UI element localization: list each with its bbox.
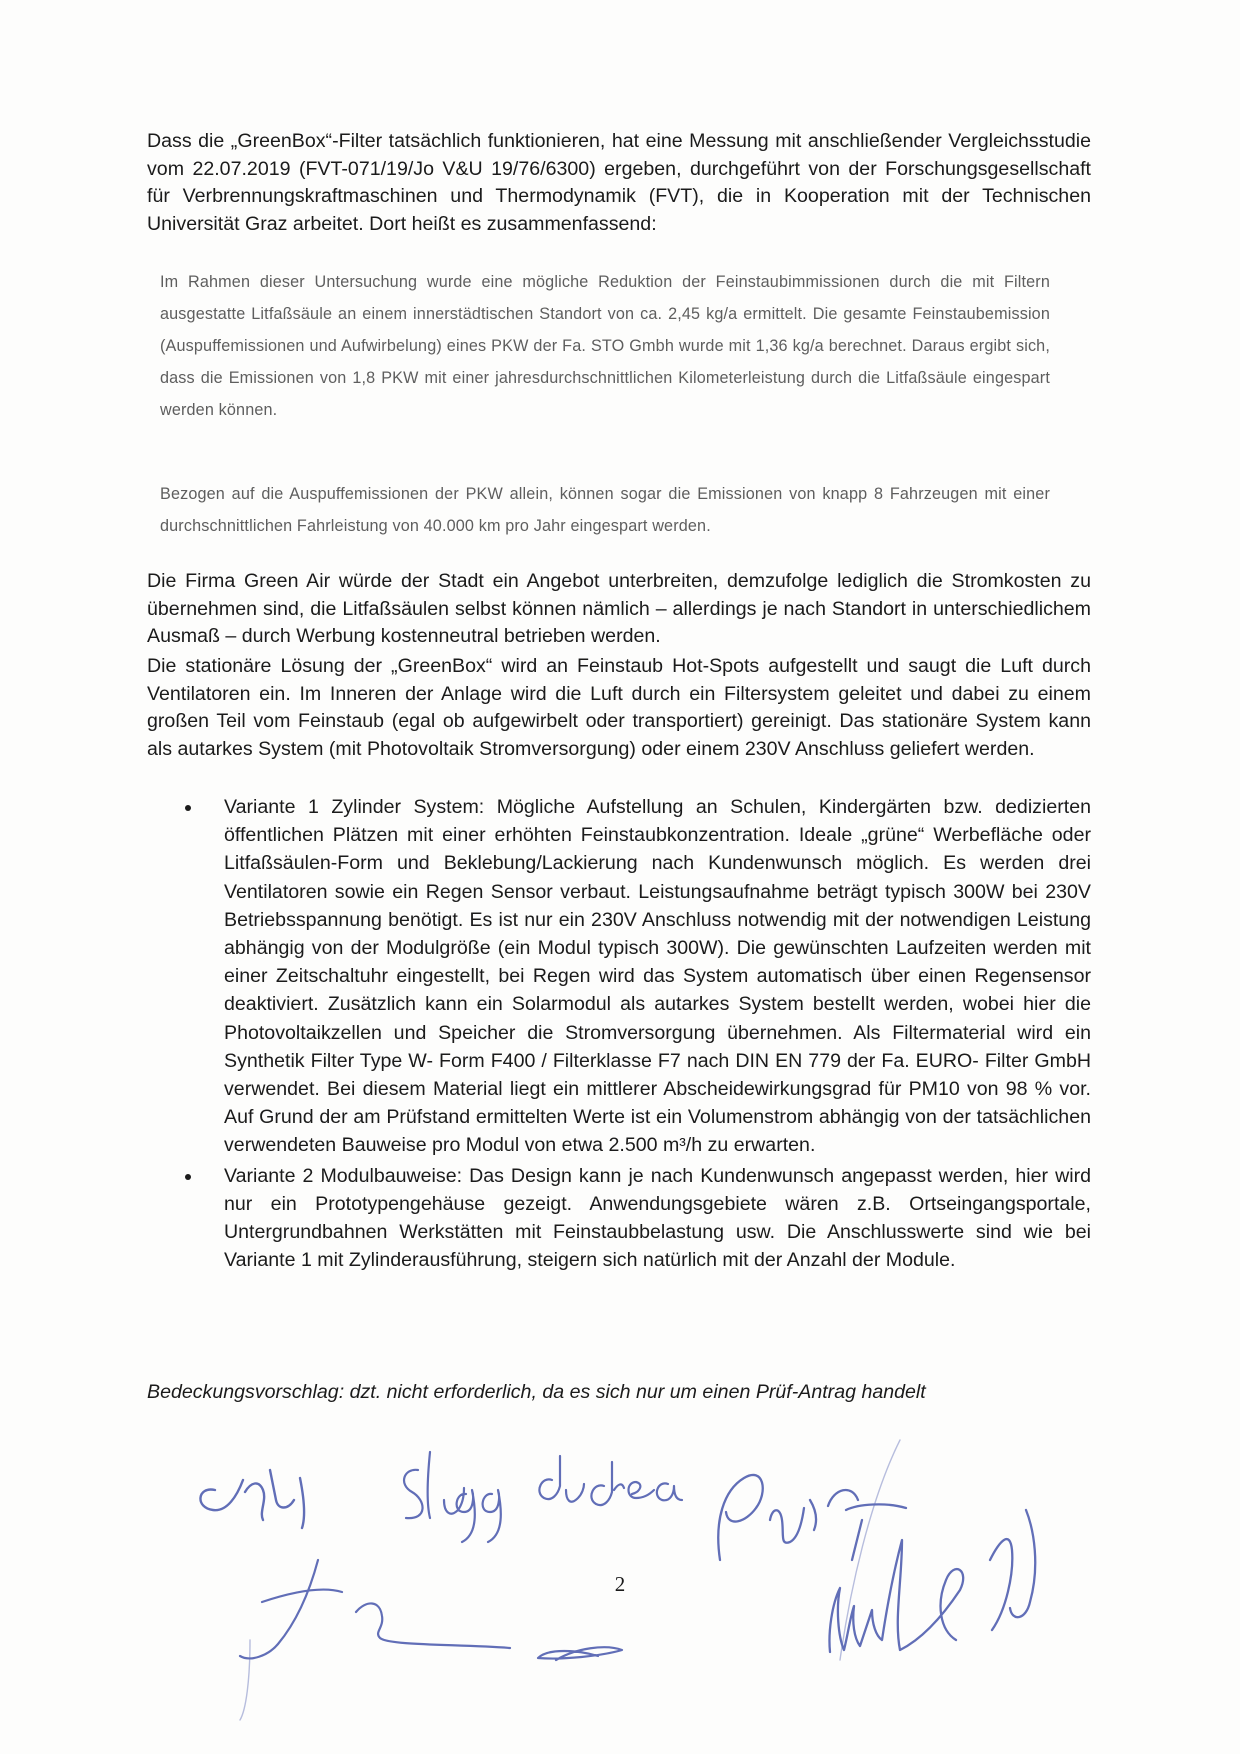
stationary-solution-paragraph: Die stationäre Lösung der „GreenBox“ wird an Feinstaub Hot-Spots aufgestellt und saugt die Luft durch Ventilatoren ein. Im Inneren der Anlage wird die Luft durch ein Filtersystem geleitet und dabei zu einem großen Teil vom Feinstaub (egal ob aufgewirbelt oder transportiert) gereinigt. Das stationäre System kann als autarkes System (mit Photovoltaik Stromversorgung) oder einem 230V Anschluss geliefert werden. — [147, 655, 1091, 760]
bullet-icon — [185, 805, 191, 811]
bullet-icon — [185, 1174, 191, 1180]
coverage-proposal: Bedeckungsvorschlag: dzt. nicht erforderlich, da es sich nur um einen Prüf-Antrag handelt — [147, 1381, 926, 1403]
signature-center-name — [404, 1452, 682, 1542]
list-item — [147, 793, 1091, 1160]
study-quote-1: Im Rahmen dieser Untersuchung wurde eine mögliche Reduktion der Feinstaubimmissionen durch die mit Filtern ausgestatte Litfaßsäule an einem innerstädtischen Standort von ca. 2,45 kg/a ermittelt. Die gesamte Feinstaubemission (Auspuffemissionen und Aufwirbelung) eines PKW der Fa. STO Gmbh wurde mit 1,36 kg/a berechnet. Daraus ergibt sich, dass die Emissionen von 1,8 PKW mit einer jahresdurchschnittlichen Kilometerleistung durch die Litfaßsäule eingespart werden können. — [160, 273, 1050, 419]
study-quote-2: Bezogen auf die Auspuffemissionen der PKW allein, können sogar die Emissionen von knapp 8 Fahrzeugen mit einer durchschnittlichen Fahrleistung von 40.000 km pro Jahr eingespart werden. — [160, 485, 1050, 535]
offer-paragraph: Die Firma Green Air würde der Stadt ein Angebot unterbreiten, demzufolge lediglich die Stromkosten zu übernehmen sind, die Litfaßsäulen selbst können nämlich – allerdings je nach Standort in unterschiedlichem Ausmaß – durch Werbung kostenneutral betrieben werden. — [147, 570, 1091, 648]
variant-1-text: Variante 1 Zylinder System: Mögliche Aufstellung an Schulen, Kindergärten bzw. dedizierten öffentlichen Plätzen mit einer erhöhten Feinstaubkonzentration. Ideale „grüne“ Werbefläche oder Litfaßsäulen-Form und Beklebung/Lackierung nach Kundenwunsch möglich. Es werden drei Ventilatoren sowie ein Regen Sensor verbaut. Leistungsaufnahme beträgt typisch 300W bei 230V Betriebsspannung benötigt. Es ist nur ein 230V Anschluss notwendig mit der notwendigen Leistung abhängig von der Modulgröße (ein Modul typisch 300W). Die gewünschten Laufzeiten werden mit einer Zeitschaltuhr eingestellt, bei Regen wird das System automatisch über einen Regensensor deaktiviert. Zusätzlich kann ein Solarmodul als autarkes System bestellt werden, wobei hier die Photovoltaikzellen und Speicher die Stromversorgung übernehmen. Als Filtermaterial wird ein Synthetik Filter Type W- Form F400 / Filterklasse F7 nach DIN EN 779 der Fa. EURO- Filter GmbH verwendet. Bei diesem Material liegt ein mittlerer Abscheidewirkungsgrad für PM10 von 98 % vor. Auf Grund der am Prüfstand ermittelten Werte ist ein Volumenstrom abhängig von der tatsächlichen verwendeten Bauweise pro Modul von etwa 2.500 m³/h zu erwarten. — [224, 796, 1091, 1157]
variant-2-text: Variante 2 Modulbauweise: Das Design kann je nach Kundenwunsch angepasst werden, hier wird nur ein Prototypengehäuse gezeigt. Anwendungsgebiete wären z.B. Ortseingangsportale, Untergrundbahnen Werkstätten mit Feinstaubbelastung usw. Die Anschlusswerte sind wie bei Variante 1 mit Zylinderausführung, steigern sich natürlich mit der Anzahl der Module. — [224, 1164, 1091, 1272]
page-number: 2 — [614, 1572, 626, 1596]
list-item — [147, 1162, 1091, 1275]
signature-right — [718, 1475, 1035, 1652]
variant-list — [147, 793, 1091, 1276]
signature-left-initials — [200, 1470, 304, 1528]
intro-paragraph: Dass die „GreenBox“-Filter tatsächlich funktionieren, hat eine Messung mit anschließender Vergleichsstudie vom 22.07.2019 (FVT-071/19/Jo V&U 19/76/6300) ergeben, durchgeführt von der Forschungsgesellschaft für Verbrennungskraftmaschinen und Thermodynamik (FVT), die in Kooperation mit der Technischen Universität Graz arbeitet. Dort heißt es zusammenfassend: — [147, 130, 1091, 235]
